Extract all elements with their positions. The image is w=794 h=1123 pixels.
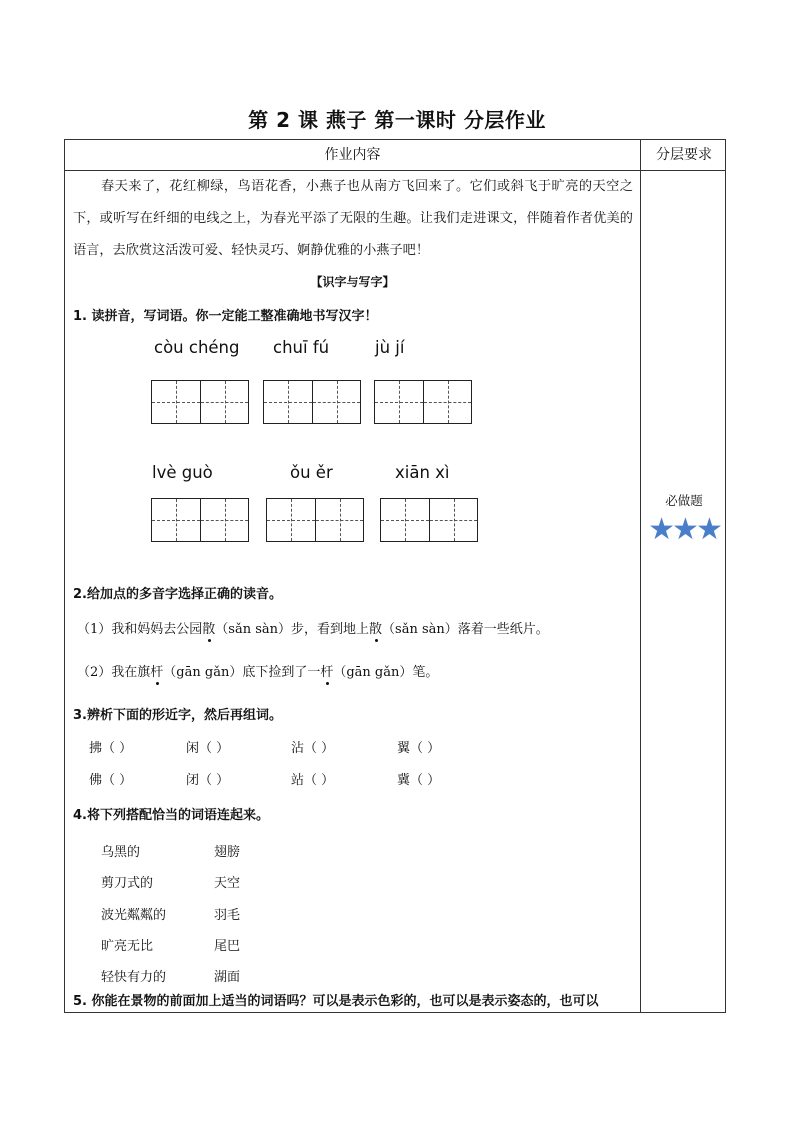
q4-left-5[interactable]: 轻快有力的: [101, 970, 167, 985]
content-cell: [65, 171, 640, 1014]
q2-line1-dotted-char-2: 散: [369, 622, 383, 637]
q2-line1-part-a: （1）我和妈妈去公园: [77, 622, 203, 637]
writing-grid-1[interactable]: [151, 380, 249, 424]
q4-right-3[interactable]: 羽毛: [214, 908, 241, 923]
writing-grid-5[interactable]: [266, 498, 364, 542]
q4-right-2[interactable]: 天空: [214, 876, 241, 891]
q2-line1-dotted-char-1: 散: [202, 622, 216, 637]
q2-line1-part-b: （sǎn sàn）步，看到地上: [215, 622, 370, 637]
q4-left-1[interactable]: 乌黑的: [101, 845, 141, 860]
q4-left-3[interactable]: 波光粼粼的: [101, 908, 167, 923]
intro-text: 春天来了，花红柳绿，鸟语花香，小燕子也从南方飞回来了。它们或斜飞于旷亮的天空之下，或听写在纤细的电线之上，为春光平添了无限的生趣。让我们走进课文，伴随着作者优美的语言，去欣赏这活泼可爱、轻快灵巧、婀静优雅的小燕子吧！: [73, 179, 633, 258]
q4-right-1[interactable]: 翅膀: [214, 845, 241, 860]
page-title: 第 2 课 燕子 第一课时 分层作业: [248, 108, 546, 132]
pinyin-2: chuī fú: [273, 338, 330, 357]
question-5-title: 5. 你能在景物的前面加上适当的词语吗？可以是表示色彩的，也可以是表示姿态的，也可以: [73, 994, 599, 1009]
pinyin-4: lvè guò: [152, 463, 213, 482]
q3-row1-item-3: 沾（ ）: [291, 741, 335, 756]
requirement-label: 必做题: [665, 493, 703, 508]
pinyin-6: xiān xì: [395, 463, 450, 482]
writing-grid-2[interactable]: [263, 380, 361, 424]
writing-grid-3[interactable]: [374, 380, 472, 424]
q4-right-5[interactable]: 湖面: [214, 970, 241, 985]
q2-line2-dotted-char-2: 杆: [320, 665, 334, 680]
requirement-cell: [641, 171, 727, 1014]
q2-line2-part-c: （gān gǎn）笔。: [333, 665, 439, 680]
writing-grid-4[interactable]: [151, 498, 249, 542]
q4-right-4[interactable]: 尾巴: [214, 939, 241, 954]
q3-row1-item-1: 拂（ ）: [89, 741, 133, 756]
q3-row2-item-3: 站（ ）: [291, 773, 335, 788]
header-requirement: 分层要求: [656, 147, 712, 163]
question-4-title: 4.将下列搭配恰当的词语连起来。: [73, 808, 269, 823]
q4-left-4[interactable]: 旷亮无比: [101, 939, 154, 954]
q3-row1-item-2: 闲（ ）: [186, 741, 230, 756]
question-1-title: 1. 读拼音，写词语。你一定能工整准确地书写汉字！: [73, 309, 378, 324]
intro-paragraph: [73, 171, 633, 267]
header-content: 作业内容: [324, 147, 381, 163]
q4-left-2[interactable]: 剪刀式的: [101, 876, 154, 891]
q2-line2-dotted-char-1: 杆: [150, 665, 164, 680]
q2-line1-part-c: （sǎn sàn）落着一些纸片。: [382, 622, 549, 637]
question-2-title: 2.给加点的多音字选择正确的读音。: [73, 587, 282, 602]
q2-line2-part-b: （gān gǎn）底下捡到了一: [163, 665, 321, 680]
q3-row1-item-4: 翼（ ）: [397, 741, 441, 756]
q3-row2-item-2: 闭（ ）: [186, 773, 230, 788]
q3-row2-item-4: 冀（ ）: [397, 773, 441, 788]
pinyin-1: còu chéng: [154, 338, 240, 357]
q2-line2-part-a: （2）我在旗: [77, 665, 151, 680]
pinyin-5: ǒu ěr: [290, 463, 333, 482]
question-2-line-1: [77, 618, 549, 637]
question-3-title: 3.辨析下面的形近字，然后再组词。: [73, 708, 282, 723]
section-heading: 【识字与写字】: [310, 275, 395, 289]
homework-table: [64, 139, 726, 1013]
star-rating-icon: ★★★: [648, 512, 720, 547]
pinyin-3: jù jí: [375, 338, 405, 357]
question-2-line-2: [77, 661, 438, 680]
writing-grid-6[interactable]: [380, 498, 478, 542]
q3-row2-item-1: 佛（ ）: [89, 773, 133, 788]
